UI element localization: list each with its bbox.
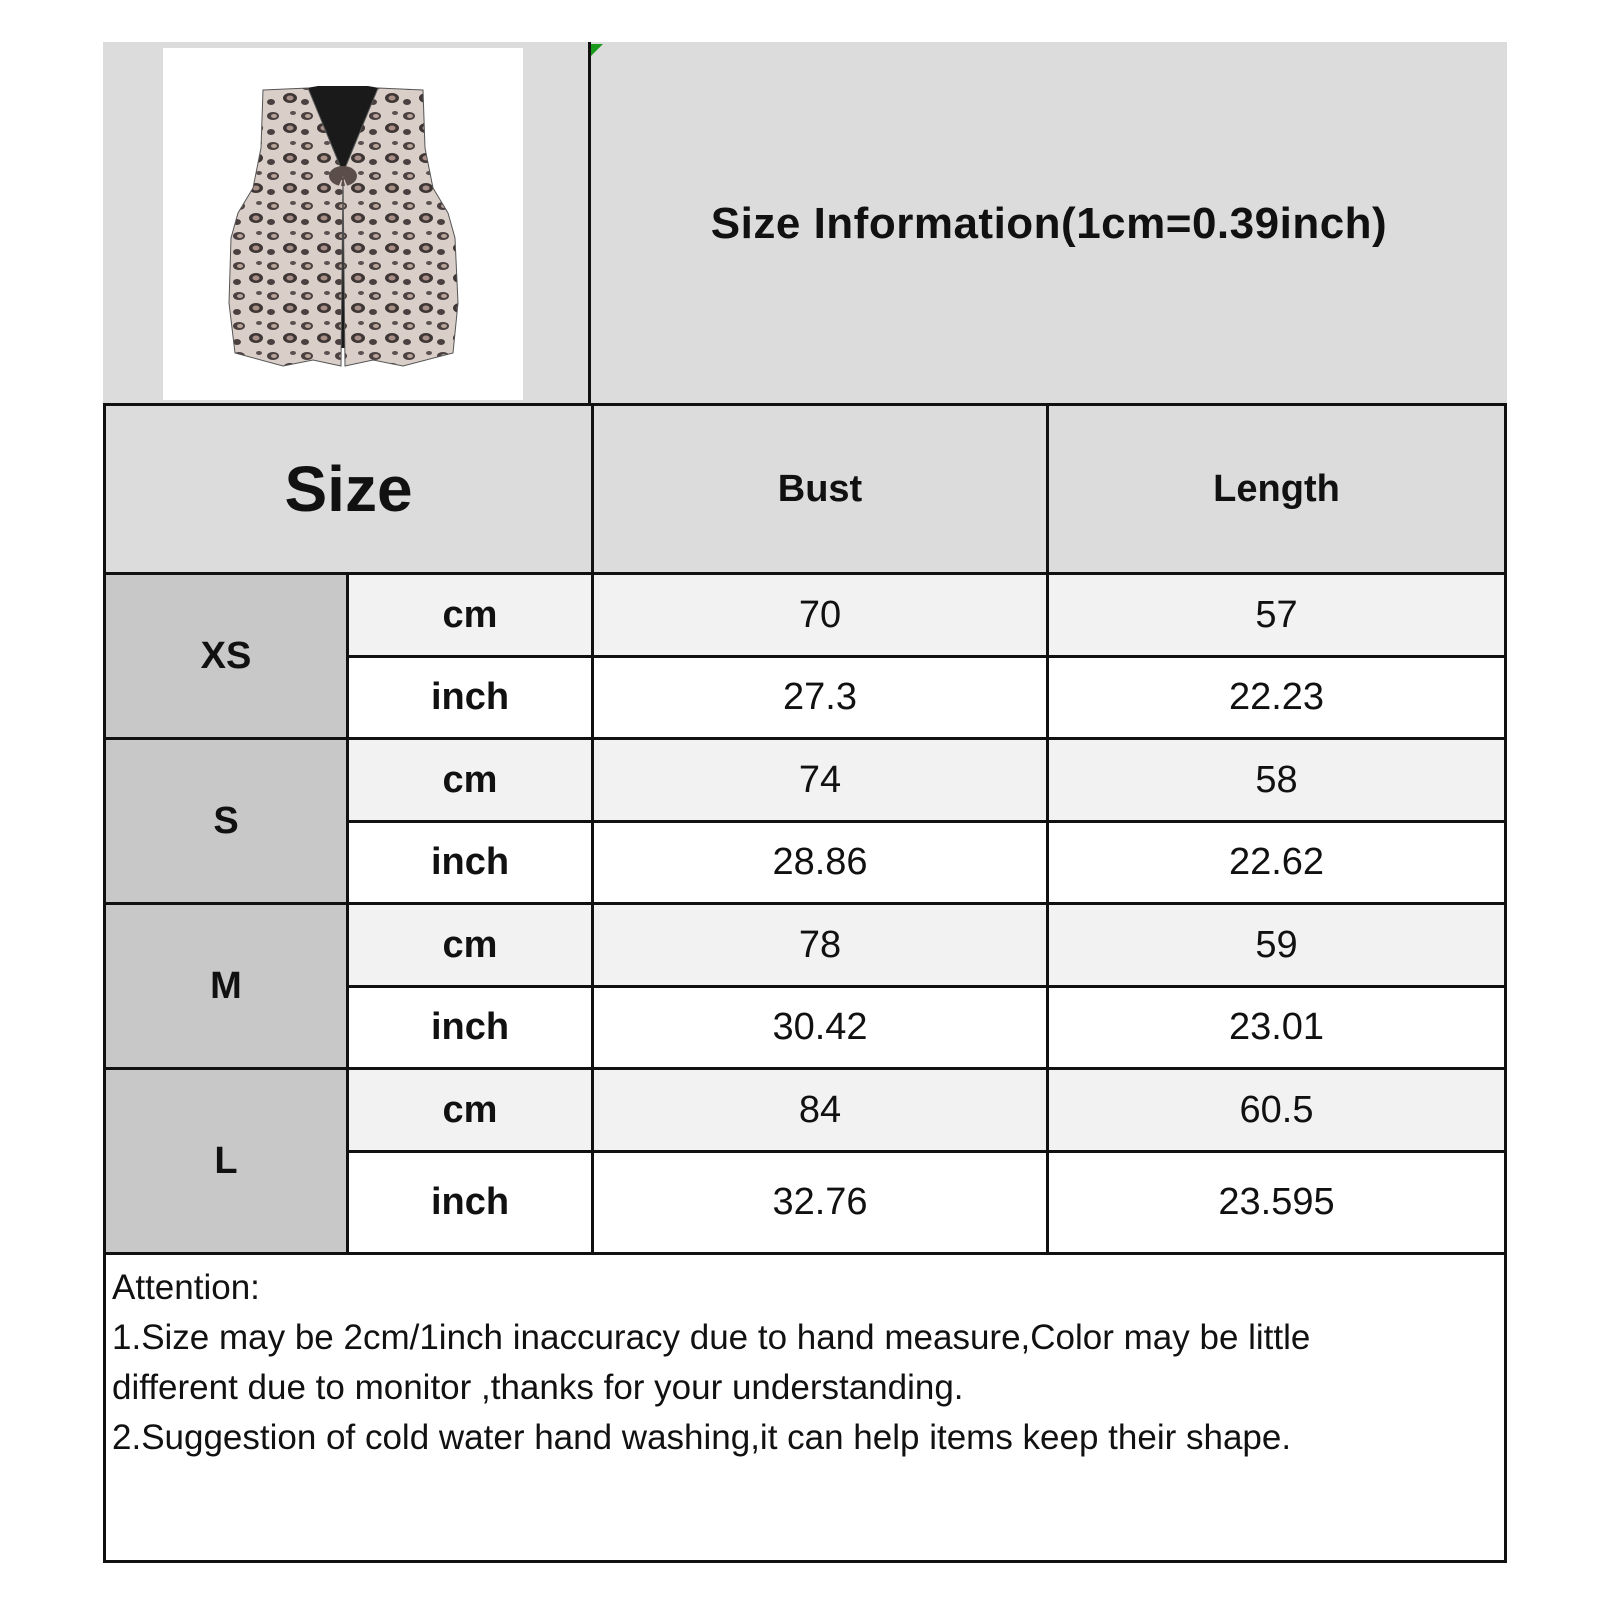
unit-inch: inch <box>346 820 594 905</box>
notes-heading: Attention: <box>112 1268 260 1307</box>
unit-cm: cm <box>346 1067 594 1153</box>
unit-cm: cm <box>346 737 594 823</box>
leopard-vest-image <box>163 48 523 400</box>
unit-cm: cm <box>346 902 594 988</box>
bust-column-header: Bust <box>591 403 1049 575</box>
bust-inch-value: 27.3 <box>591 655 1049 740</box>
bust-cm-value: 74 <box>591 737 1049 823</box>
notes-line-3: 2.Suggestion of cold water hand washing,it can help items keep their shape. <box>112 1418 1292 1457</box>
product-photo-cell <box>103 42 591 406</box>
size-column-header: Size <box>103 403 594 575</box>
product-photo <box>163 48 523 400</box>
length-cm-value: 57 <box>1046 572 1507 658</box>
length-cm-value: 60.5 <box>1046 1067 1507 1153</box>
length-cm-value: 58 <box>1046 737 1507 823</box>
length-cm-value: 59 <box>1046 902 1507 988</box>
bust-inch-value: 32.76 <box>591 1150 1049 1255</box>
size-label-l: L <box>103 1067 349 1255</box>
length-inch-value: 22.23 <box>1046 655 1507 740</box>
attention-notes <box>106 1252 1501 1560</box>
length-inch-value: 23.01 <box>1046 985 1507 1070</box>
unit-inch: inch <box>346 655 594 740</box>
page-title: Size Information(1cm=0.39inch) <box>710 199 1388 248</box>
notes-line-1: 1.Size may be 2cm/1inch inaccuracy due to hand measure,Color may be little <box>112 1318 1311 1357</box>
cell-marker <box>591 44 603 56</box>
bust-cm-value: 84 <box>591 1067 1049 1153</box>
unit-inch: inch <box>346 985 594 1070</box>
size-label-m: M <box>103 902 349 1070</box>
bust-cm-value: 70 <box>591 572 1049 658</box>
title-cell <box>591 42 1507 406</box>
size-label-xs: XS <box>103 572 349 740</box>
bust-inch-value: 30.42 <box>591 985 1049 1070</box>
notes-line-2: different due to monitor ,thanks for your understanding. <box>112 1368 964 1407</box>
length-inch-value: 22.62 <box>1046 820 1507 905</box>
length-inch-value: 23.595 <box>1046 1150 1507 1255</box>
bust-cm-value: 78 <box>591 902 1049 988</box>
size-label-s: S <box>103 737 349 905</box>
unit-cm: cm <box>346 572 594 658</box>
unit-inch: inch <box>346 1150 594 1255</box>
length-column-header: Length <box>1046 403 1507 575</box>
bust-inch-value: 28.86 <box>591 820 1049 905</box>
